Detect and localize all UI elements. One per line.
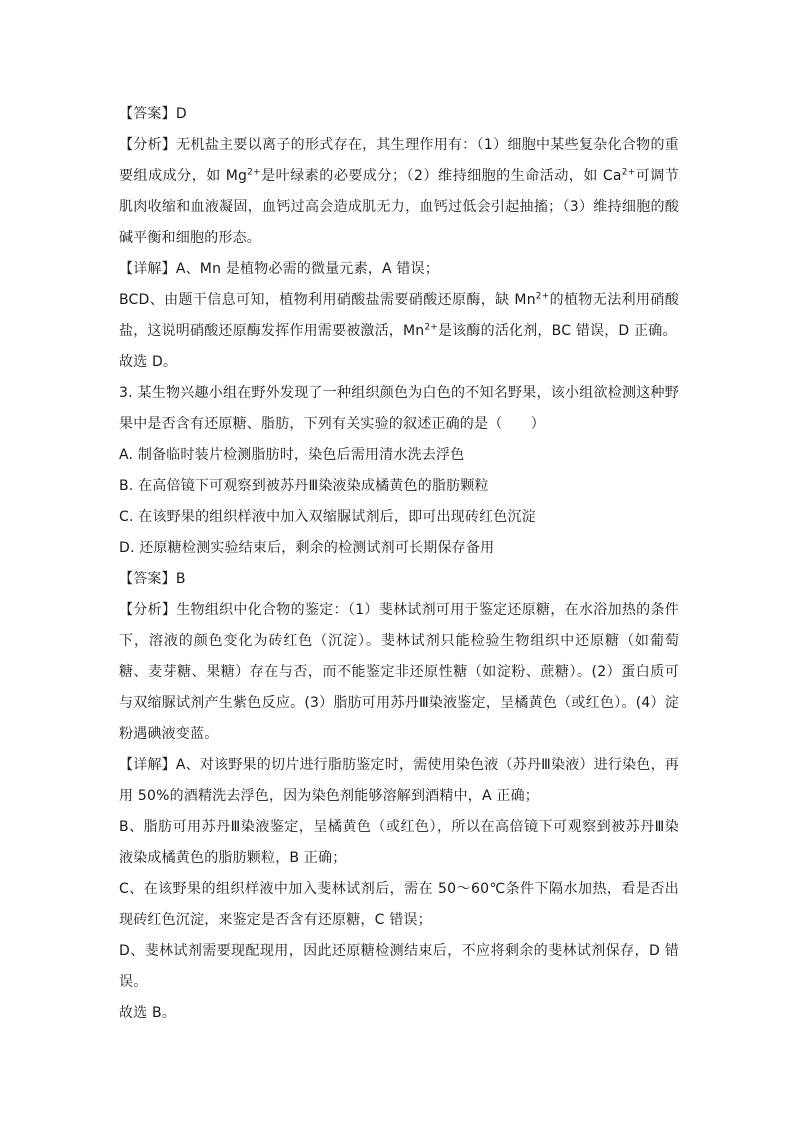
question-3-stem: 3. 某生物兴趣小组在野外发现了一种组织颜色为白色的不知名野果，该小组欲检测这种野果中是否含有还原糖、脂肪，下列有关实验的叙述正确的是（ ） (119, 385, 679, 432)
answer-value: B (175, 571, 186, 587)
detail-text-part2: 的植物无法利用硝酸盐，这说明硝酸还原酶发挥作用需要被激活，Mn (119, 292, 679, 339)
detail-text-part3: 是该酶的活化剂，BC 错误，D 正确。 (438, 323, 677, 339)
detail-paragraph-q3-b: B、脂肪可用苏丹Ⅲ染液鉴定，呈橘黄色（或红色），所以在高倍镜下可观察到被苏丹Ⅲ染液染成橘黄色的脂肪颗粒，B 正确； (119, 819, 679, 866)
answer-tag: 【答案】 (119, 571, 176, 587)
answer-line-q3 (119, 564, 679, 595)
detail-paragraph-q3-d: D、斐林试剂需要现配现用，因此还原糖检测结束后，不应将剩余的斐林试剂保存，D 错误。 (119, 943, 679, 990)
analysis-paragraph-q2 (119, 130, 679, 254)
detail-paragraph-q2-bcd (119, 285, 679, 347)
answer-line-q2 (119, 99, 679, 130)
conclusion-q2: 故选 D。 (119, 354, 178, 370)
superscript-charge: 2+ (424, 322, 439, 333)
superscript-charge: 2+ (621, 167, 636, 178)
analysis-paragraph-q3 (119, 595, 679, 750)
detail-tag: 【详解】 (119, 757, 176, 773)
detail-paragraph-q2-a (119, 254, 679, 285)
detail-tag: 【详解】 (119, 261, 176, 277)
analysis-tag: 【分析】 (119, 137, 177, 153)
option-d: D. 还原糖检测实验结束后，剩余的检测试剂可长期保存备用 (119, 540, 495, 556)
detail-text-part1: BCD、由题干信息可知，植物利用硝酸盐需要硝酸还原酶，缺 Mn (119, 292, 536, 308)
analysis-text-part2: 是叶绿素的必要成分；（2）维持细胞的生命活动，如 Ca (260, 168, 622, 184)
document-content (119, 99, 679, 1029)
option-a: A. 制备临时装片检测脂肪时，染色后需用清水洗去浮色 (119, 447, 465, 463)
detail-paragraph-q3-c: C、在该野果的组织样液中加入斐林试剂后，需在 50～60℃条件下隔水加热，看是否出现砖红色沉淀，来鉴定是否含有还原糖，C 错误； (119, 881, 679, 928)
detail-text: A、Mn 是植物必需的微量元素，A 错误； (175, 261, 440, 277)
analysis-text-part1: 无机盐主要以离子的形式存在，其生理作用有：（1）细胞中某些复杂化合物的重要组成成分，如 Mg (119, 137, 679, 184)
analysis-text-part3: 可调节肌肉收缩和血液凝固，血钙过高会造成肌无力，血钙过低会引起抽搐；（3）维持细胞的酸碱平衡和细胞的形态。 (119, 168, 679, 246)
answer-value: D (175, 106, 187, 122)
answer-tag: 【答案】 (119, 106, 176, 122)
option-c: C. 在该野果的组织样液中加入双缩脲试剂后，即可出现砖红色沉淀 (119, 509, 536, 525)
conclusion-q3: 故选 B。 (119, 1005, 177, 1021)
analysis-text: 生物组织中化合物的鉴定：（1）斐林试剂可用于鉴定还原糖，在水浴加热的条件下，溶液的颜色变化为砖红色（沉淀）。斐林试剂只能检验生物组织中还原糖（如葡萄糖、麦芽糖、果糖）存在与否，而不能鉴定非还原性糖（如淀粉、蔗糖）。(2）蛋白质可与双缩脲试剂产生紫色反应。(3）脂肪可用苏丹Ⅲ染液鉴定，呈橘黄色（或红色）。(4）淀粉遇碘液变蓝。 (119, 602, 679, 742)
option-b: B. 在高倍镜下可观察到被苏丹Ⅲ染液染成橘黄色的脂肪颗粒 (119, 478, 489, 494)
detail-text: A、对该野果的切片进行脂肪鉴定时，需使用染色液（苏丹Ⅲ染液）进行染色，再用 50%的酒精洗去浮色，因为染色剂能够溶解到酒精中，A 正确； (119, 757, 679, 804)
detail-paragraph-q3-a (119, 750, 679, 812)
superscript-charge: 2+ (535, 291, 550, 302)
analysis-tag: 【分析】 (119, 602, 177, 618)
superscript-charge: 2+ (247, 167, 261, 178)
